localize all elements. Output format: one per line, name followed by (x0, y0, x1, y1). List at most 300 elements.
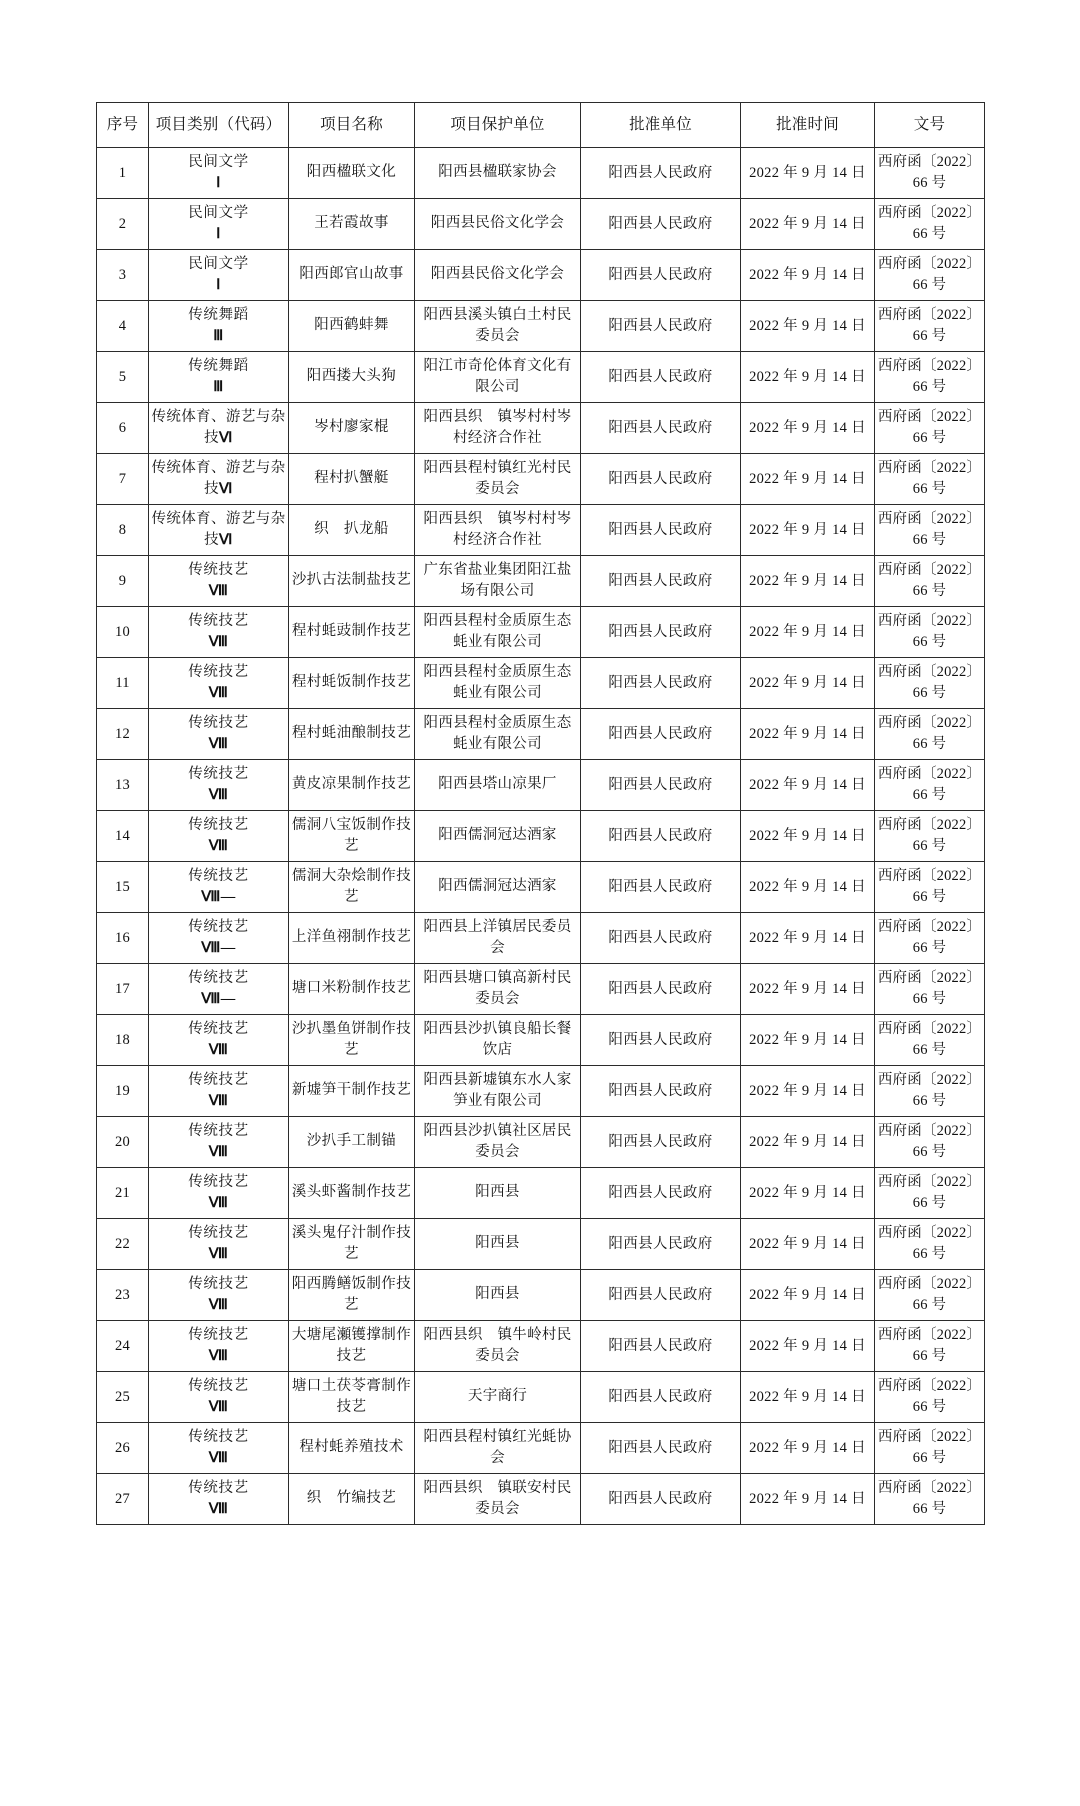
cell-category (149, 199, 289, 250)
cell-protection-unit: 阳西县织 镇岑村村岑村经济合作社 (415, 505, 581, 556)
cell-category (149, 964, 289, 1015)
category-label: 传统体育、游艺与杂技 (151, 408, 286, 446)
cell-serial-number: 15 (97, 862, 149, 913)
cell-protection-unit: 阳西县上洋镇居民委员会 (415, 913, 581, 964)
table-row (97, 1015, 985, 1066)
cell-category (149, 862, 289, 913)
table-row (97, 913, 985, 964)
cell-serial-number: 14 (97, 811, 149, 862)
cell-category (149, 1015, 289, 1066)
cell-document-number (875, 811, 985, 862)
document-number-line-1: 西府函〔2022〕 (877, 154, 982, 171)
cell-category (149, 607, 289, 658)
category-code: Ⅷ (208, 787, 229, 803)
table-row (97, 862, 985, 913)
category-label: 传统舞蹈 (188, 306, 249, 323)
cell-document-number (875, 913, 985, 964)
cell-approval-organization: 阳西县人民政府 (581, 862, 741, 913)
cell-protection-unit: 阳江市奇伦体育文化有限公司 (415, 352, 581, 403)
cell-approval-organization: 阳西县人民政府 (581, 913, 741, 964)
cell-category (149, 148, 289, 199)
document-number-line-1: 西府函〔2022〕 (877, 1276, 982, 1293)
document-number-line-2: 66 号 (912, 583, 947, 599)
cell-approval-date: 2022 年 9 月 14 日 (741, 862, 875, 913)
cell-serial-number: 27 (97, 1474, 149, 1525)
cell-approval-date: 2022 年 9 月 14 日 (741, 1168, 875, 1219)
document-number-line-2: 66 号 (912, 481, 947, 497)
category-label: 传统技艺 (188, 561, 249, 578)
document-number-line-2: 66 号 (912, 175, 947, 191)
table-row (97, 811, 985, 862)
table-row (97, 148, 985, 199)
category-code: Ⅲ (213, 379, 224, 395)
cell-protection-unit: 阳西县程村金质原生态蚝业有限公司 (415, 658, 581, 709)
cell-approval-organization: 阳西县人民政府 (581, 607, 741, 658)
cell-document-number (875, 1372, 985, 1423)
cell-project-name: 沙扒墨鱼饼制作技艺 (289, 1015, 415, 1066)
column-header-date: 批准时间 (741, 103, 875, 148)
category-label: 传统体育、游艺与杂技 (151, 510, 286, 548)
category-label: 传统技艺 (188, 918, 249, 935)
cell-protection-unit: 阳西县织 镇岑村村岑村经济合作社 (415, 403, 581, 454)
document-number-line-1: 西府函〔2022〕 (877, 1378, 982, 1395)
document-number-line-2: 66 号 (912, 736, 947, 752)
table-body (97, 148, 985, 1525)
cell-protection-unit: 阳西县 (415, 1270, 581, 1321)
document-number-line-1: 西府函〔2022〕 (877, 715, 982, 732)
cell-project-name: 沙扒古法制盐技艺 (289, 556, 415, 607)
table-row (97, 607, 985, 658)
document-number-line-1: 西府函〔2022〕 (877, 1225, 982, 1242)
category-label: 民间文学 (188, 255, 249, 272)
cell-category (149, 505, 289, 556)
heritage-projects-table (96, 102, 985, 1525)
document-number-line-2: 66 号 (912, 940, 947, 956)
document-number-line-2: 66 号 (912, 838, 947, 854)
cell-approval-date: 2022 年 9 月 14 日 (741, 199, 875, 250)
cell-document-number (875, 352, 985, 403)
cell-project-name: 黄皮凉果制作技艺 (289, 760, 415, 811)
cell-project-name: 程村蚝养殖技术 (289, 1423, 415, 1474)
cell-serial-number: 4 (97, 301, 149, 352)
column-header-name: 项目名称 (289, 103, 415, 148)
category-code: Ⅰ (216, 175, 221, 191)
cell-serial-number: 8 (97, 505, 149, 556)
cell-category (149, 709, 289, 760)
category-code: Ⅷ— (201, 991, 236, 1007)
cell-protection-unit: 阳西县程村镇红光村民委员会 (415, 454, 581, 505)
cell-approval-date: 2022 年 9 月 14 日 (741, 454, 875, 505)
cell-protection-unit: 阳西县溪头镇白土村民委员会 (415, 301, 581, 352)
category-code: Ⅷ (208, 1450, 229, 1466)
cell-approval-organization: 阳西县人民政府 (581, 1372, 741, 1423)
cell-document-number (875, 1015, 985, 1066)
cell-category (149, 1423, 289, 1474)
category-code: Ⅰ (216, 226, 221, 242)
cell-category (149, 1474, 289, 1525)
cell-serial-number: 16 (97, 913, 149, 964)
category-code: Ⅷ (208, 685, 229, 701)
category-label: 传统舞蹈 (188, 357, 249, 374)
table-row (97, 1168, 985, 1219)
document-number-line-1: 西府函〔2022〕 (877, 817, 982, 834)
document-number-line-2: 66 号 (912, 430, 947, 446)
document-number-line-2: 66 号 (912, 1093, 947, 1109)
table-row (97, 709, 985, 760)
cell-approval-date: 2022 年 9 月 14 日 (741, 811, 875, 862)
cell-approval-organization: 阳西县人民政府 (581, 199, 741, 250)
category-label: 民间文学 (188, 153, 249, 170)
table-row (97, 1270, 985, 1321)
category-code: Ⅷ (208, 1348, 229, 1364)
document-number-line-1: 西府函〔2022〕 (877, 1480, 982, 1497)
table-row (97, 403, 985, 454)
column-header-approver: 批准单位 (581, 103, 741, 148)
cell-approval-organization: 阳西县人民政府 (581, 1066, 741, 1117)
document-number-line-1: 西府函〔2022〕 (877, 1123, 982, 1140)
cell-document-number (875, 199, 985, 250)
cell-approval-date: 2022 年 9 月 14 日 (741, 964, 875, 1015)
cell-protection-unit: 阳西县织 镇联安村民委员会 (415, 1474, 581, 1525)
document-number-line-1: 西府函〔2022〕 (877, 307, 982, 324)
cell-approval-date: 2022 年 9 月 14 日 (741, 658, 875, 709)
cell-approval-organization: 阳西县人民政府 (581, 505, 741, 556)
category-code: Ⅷ (208, 1042, 229, 1058)
table-row (97, 1219, 985, 1270)
document-number-line-2: 66 号 (912, 1042, 947, 1058)
cell-serial-number: 9 (97, 556, 149, 607)
category-label: 民间文学 (188, 204, 249, 221)
document-number-line-2: 66 号 (912, 685, 947, 701)
document-number-line-2: 66 号 (912, 379, 947, 395)
cell-category (149, 454, 289, 505)
cell-approval-organization: 阳西县人民政府 (581, 1168, 741, 1219)
document-number-line-1: 西府函〔2022〕 (877, 511, 982, 528)
cell-protection-unit: 阳西儒洞冠达酒家 (415, 862, 581, 913)
cell-approval-organization: 阳西县人民政府 (581, 811, 741, 862)
cell-category (149, 556, 289, 607)
cell-approval-organization: 阳西县人民政府 (581, 1270, 741, 1321)
cell-approval-organization: 阳西县人民政府 (581, 352, 741, 403)
table-row (97, 454, 985, 505)
category-label: 传统技艺 (188, 1275, 249, 1292)
cell-protection-unit: 阳西县塔山凉果厂 (415, 760, 581, 811)
cell-approval-date: 2022 年 9 月 14 日 (741, 1117, 875, 1168)
document-number-line-1: 西府函〔2022〕 (877, 919, 982, 936)
cell-approval-date: 2022 年 9 月 14 日 (741, 352, 875, 403)
document-number-line-2: 66 号 (912, 1246, 947, 1262)
cell-approval-date: 2022 年 9 月 14 日 (741, 1270, 875, 1321)
cell-serial-number: 18 (97, 1015, 149, 1066)
category-code: Ⅵ (219, 430, 233, 446)
table-row (97, 352, 985, 403)
category-label: 传统技艺 (188, 1071, 249, 1088)
cell-document-number (875, 403, 985, 454)
cell-document-number (875, 505, 985, 556)
cell-approval-date: 2022 年 9 月 14 日 (741, 556, 875, 607)
cell-document-number (875, 1066, 985, 1117)
cell-approval-date: 2022 年 9 月 14 日 (741, 607, 875, 658)
cell-approval-date: 2022 年 9 月 14 日 (741, 301, 875, 352)
cell-protection-unit: 阳西县民俗文化学会 (415, 199, 581, 250)
document-number-line-2: 66 号 (912, 991, 947, 1007)
cell-document-number (875, 607, 985, 658)
cell-project-name: 塘口土茯苓膏制作技艺 (289, 1372, 415, 1423)
column-header-doc: 文号 (875, 103, 985, 148)
table-row (97, 250, 985, 301)
cell-document-number (875, 1423, 985, 1474)
cell-approval-organization: 阳西县人民政府 (581, 1117, 741, 1168)
cell-project-name: 阳西搂大头狗 (289, 352, 415, 403)
cell-category (149, 1321, 289, 1372)
category-label: 传统技艺 (188, 714, 249, 731)
category-code: Ⅲ (213, 328, 224, 344)
cell-approval-date: 2022 年 9 月 14 日 (741, 913, 875, 964)
category-code: Ⅰ (216, 277, 221, 293)
cell-category (149, 1270, 289, 1321)
cell-serial-number: 6 (97, 403, 149, 454)
category-code: Ⅷ (208, 1501, 229, 1517)
category-label: 传统技艺 (188, 1020, 249, 1037)
cell-category (149, 301, 289, 352)
cell-project-name: 大塘尾瀬镬撑制作技艺 (289, 1321, 415, 1372)
cell-serial-number: 25 (97, 1372, 149, 1423)
document-number-line-2: 66 号 (912, 532, 947, 548)
category-label: 传统技艺 (188, 1377, 249, 1394)
document-number-line-2: 66 号 (912, 1144, 947, 1160)
cell-serial-number: 20 (97, 1117, 149, 1168)
document-number-line-1: 西府函〔2022〕 (877, 868, 982, 885)
cell-document-number (875, 760, 985, 811)
cell-document-number (875, 454, 985, 505)
document-number-line-1: 西府函〔2022〕 (877, 409, 982, 426)
cell-serial-number: 17 (97, 964, 149, 1015)
document-number-line-1: 西府函〔2022〕 (877, 1174, 982, 1191)
cell-protection-unit: 阳西县程村金质原生态蚝业有限公司 (415, 709, 581, 760)
cell-protection-unit: 阳西县新墟镇东水人家笋业有限公司 (415, 1066, 581, 1117)
cell-project-name: 织 竹编技艺 (289, 1474, 415, 1525)
document-number-line-1: 西府函〔2022〕 (877, 1327, 982, 1344)
category-label: 传统技艺 (188, 612, 249, 629)
cell-serial-number: 2 (97, 199, 149, 250)
cell-approval-organization: 阳西县人民政府 (581, 760, 741, 811)
table-row (97, 964, 985, 1015)
category-code: Ⅷ (208, 736, 229, 752)
cell-document-number (875, 250, 985, 301)
category-label: 传统技艺 (188, 765, 249, 782)
cell-document-number (875, 964, 985, 1015)
table-row (97, 505, 985, 556)
cell-project-name: 新墟笋干制作技艺 (289, 1066, 415, 1117)
cell-approval-organization: 阳西县人民政府 (581, 1015, 741, 1066)
document-number-line-2: 66 号 (912, 1399, 947, 1415)
cell-project-name: 织 扒龙船 (289, 505, 415, 556)
table-row (97, 1117, 985, 1168)
cell-serial-number: 10 (97, 607, 149, 658)
cell-approval-organization: 阳西县人民政府 (581, 454, 741, 505)
cell-project-name: 程村蚝饭制作技艺 (289, 658, 415, 709)
document-number-line-1: 西府函〔2022〕 (877, 256, 982, 273)
cell-serial-number: 24 (97, 1321, 149, 1372)
document-number-line-1: 西府函〔2022〕 (877, 205, 982, 222)
cell-project-name: 王若霞故事 (289, 199, 415, 250)
cell-serial-number: 26 (97, 1423, 149, 1474)
category-label: 传统技艺 (188, 1173, 249, 1190)
table-row (97, 760, 985, 811)
table-row (97, 301, 985, 352)
cell-approval-date: 2022 年 9 月 14 日 (741, 1423, 875, 1474)
cell-project-name: 上洋鱼祤制作技艺 (289, 913, 415, 964)
document-number-line-2: 66 号 (912, 328, 947, 344)
cell-approval-organization: 阳西县人民政府 (581, 709, 741, 760)
cell-project-name: 阳西鹤蚌舞 (289, 301, 415, 352)
category-label: 传统技艺 (188, 663, 249, 680)
table-row (97, 1066, 985, 1117)
table-row (97, 199, 985, 250)
cell-protection-unit: 广东省盐业集团阳江盐场有限公司 (415, 556, 581, 607)
category-label: 传统技艺 (188, 1326, 249, 1343)
cell-approval-organization: 阳西县人民政府 (581, 1423, 741, 1474)
category-label: 传统技艺 (188, 1479, 249, 1496)
cell-document-number (875, 1270, 985, 1321)
cell-approval-date: 2022 年 9 月 14 日 (741, 1321, 875, 1372)
category-label: 传统技艺 (188, 1122, 249, 1139)
cell-approval-organization: 阳西县人民政府 (581, 1474, 741, 1525)
cell-serial-number: 22 (97, 1219, 149, 1270)
cell-protection-unit: 阳西县沙扒镇社区居民委员会 (415, 1117, 581, 1168)
cell-approval-date: 2022 年 9 月 14 日 (741, 1015, 875, 1066)
cell-project-name: 阳西郎官山故事 (289, 250, 415, 301)
cell-project-name: 溪头虾酱制作技艺 (289, 1168, 415, 1219)
cell-serial-number: 3 (97, 250, 149, 301)
table-row (97, 658, 985, 709)
table-header-row (97, 103, 985, 148)
document-number-line-1: 西府函〔2022〕 (877, 562, 982, 579)
cell-serial-number: 21 (97, 1168, 149, 1219)
category-code: Ⅷ (208, 583, 229, 599)
cell-serial-number: 19 (97, 1066, 149, 1117)
document-number-line-1: 西府函〔2022〕 (877, 1429, 982, 1446)
cell-document-number (875, 1321, 985, 1372)
cell-document-number (875, 709, 985, 760)
category-code: Ⅷ (208, 1246, 229, 1262)
cell-document-number (875, 1474, 985, 1525)
category-code: Ⅵ (219, 532, 233, 548)
table-row (97, 1474, 985, 1525)
cell-category (149, 1219, 289, 1270)
cell-document-number (875, 862, 985, 913)
cell-approval-date: 2022 年 9 月 14 日 (741, 1474, 875, 1525)
cell-category (149, 250, 289, 301)
cell-approval-date: 2022 年 9 月 14 日 (741, 1219, 875, 1270)
cell-category (149, 811, 289, 862)
cell-protection-unit: 阳西县织 镇牛岭村民委员会 (415, 1321, 581, 1372)
document-number-line-2: 66 号 (912, 1297, 947, 1313)
cell-project-name: 阳西腾鳝饭制作技艺 (289, 1270, 415, 1321)
cell-approval-date: 2022 年 9 月 14 日 (741, 403, 875, 454)
column-header-unit: 项目保护单位 (415, 103, 581, 148)
cell-serial-number: 1 (97, 148, 149, 199)
document-number-line-1: 西府函〔2022〕 (877, 1021, 982, 1038)
cell-category (149, 760, 289, 811)
cell-protection-unit: 阳西县 (415, 1168, 581, 1219)
document-number-line-1: 西府函〔2022〕 (877, 970, 982, 987)
cell-approval-date: 2022 年 9 月 14 日 (741, 1372, 875, 1423)
cell-serial-number: 13 (97, 760, 149, 811)
cell-approval-date: 2022 年 9 月 14 日 (741, 148, 875, 199)
document-number-line-2: 66 号 (912, 634, 947, 650)
column-header-no: 序号 (97, 103, 149, 148)
cell-protection-unit: 阳西县 (415, 1219, 581, 1270)
cell-project-name: 塘口米粉制作技艺 (289, 964, 415, 1015)
cell-protection-unit: 阳西儒洞冠达酒家 (415, 811, 581, 862)
cell-category (149, 1117, 289, 1168)
category-label: 传统技艺 (188, 816, 249, 833)
category-code: Ⅷ (208, 838, 229, 854)
document-number-line-2: 66 号 (912, 1450, 947, 1466)
cell-category (149, 658, 289, 709)
cell-document-number (875, 301, 985, 352)
cell-document-number (875, 658, 985, 709)
cell-project-name: 程村扒蟹艇 (289, 454, 415, 505)
cell-project-name: 沙扒手工制锚 (289, 1117, 415, 1168)
document-number-line-1: 西府函〔2022〕 (877, 613, 982, 630)
cell-approval-organization: 阳西县人民政府 (581, 1321, 741, 1372)
column-header-category: 项目类别（代码） (149, 103, 289, 148)
document-number-line-1: 西府函〔2022〕 (877, 460, 982, 477)
cell-document-number (875, 1219, 985, 1270)
cell-document-number (875, 1117, 985, 1168)
table-row (97, 1372, 985, 1423)
cell-protection-unit: 阳西县沙扒镇良船长餐饮店 (415, 1015, 581, 1066)
cell-document-number (875, 1168, 985, 1219)
cell-approval-date: 2022 年 9 月 14 日 (741, 760, 875, 811)
cell-project-name: 程村蚝豉制作技艺 (289, 607, 415, 658)
document-number-line-2: 66 号 (912, 787, 947, 803)
category-code: Ⅷ (208, 1195, 229, 1211)
table-header (97, 103, 985, 148)
document-number-line-1: 西府函〔2022〕 (877, 1072, 982, 1089)
cell-approval-organization: 阳西县人民政府 (581, 250, 741, 301)
table-container (96, 102, 984, 1525)
cell-category (149, 913, 289, 964)
category-label: 传统体育、游艺与杂技 (151, 459, 286, 497)
category-code: Ⅷ (208, 1399, 229, 1415)
cell-approval-organization: 阳西县人民政府 (581, 148, 741, 199)
cell-approval-date: 2022 年 9 月 14 日 (741, 1066, 875, 1117)
cell-approval-date: 2022 年 9 月 14 日 (741, 505, 875, 556)
cell-protection-unit: 天宇商行 (415, 1372, 581, 1423)
cell-approval-date: 2022 年 9 月 14 日 (741, 250, 875, 301)
document-number-line-1: 西府函〔2022〕 (877, 664, 982, 681)
category-code: Ⅷ— (201, 940, 236, 956)
category-code: Ⅷ (208, 1297, 229, 1313)
category-code: Ⅷ (208, 1144, 229, 1160)
category-code: Ⅷ (208, 1093, 229, 1109)
document-number-line-2: 66 号 (912, 277, 947, 293)
document-number-line-2: 66 号 (912, 1348, 947, 1364)
category-label: 传统技艺 (188, 1224, 249, 1241)
cell-protection-unit: 阳西县楹联家协会 (415, 148, 581, 199)
cell-serial-number: 11 (97, 658, 149, 709)
table-row (97, 1423, 985, 1474)
table-row (97, 556, 985, 607)
cell-protection-unit: 阳西县程村金质原生态蚝业有限公司 (415, 607, 581, 658)
cell-protection-unit: 阳西县塘口镇高新村民委员会 (415, 964, 581, 1015)
document-number-line-2: 66 号 (912, 889, 947, 905)
cell-serial-number: 12 (97, 709, 149, 760)
cell-approval-organization: 阳西县人民政府 (581, 403, 741, 454)
